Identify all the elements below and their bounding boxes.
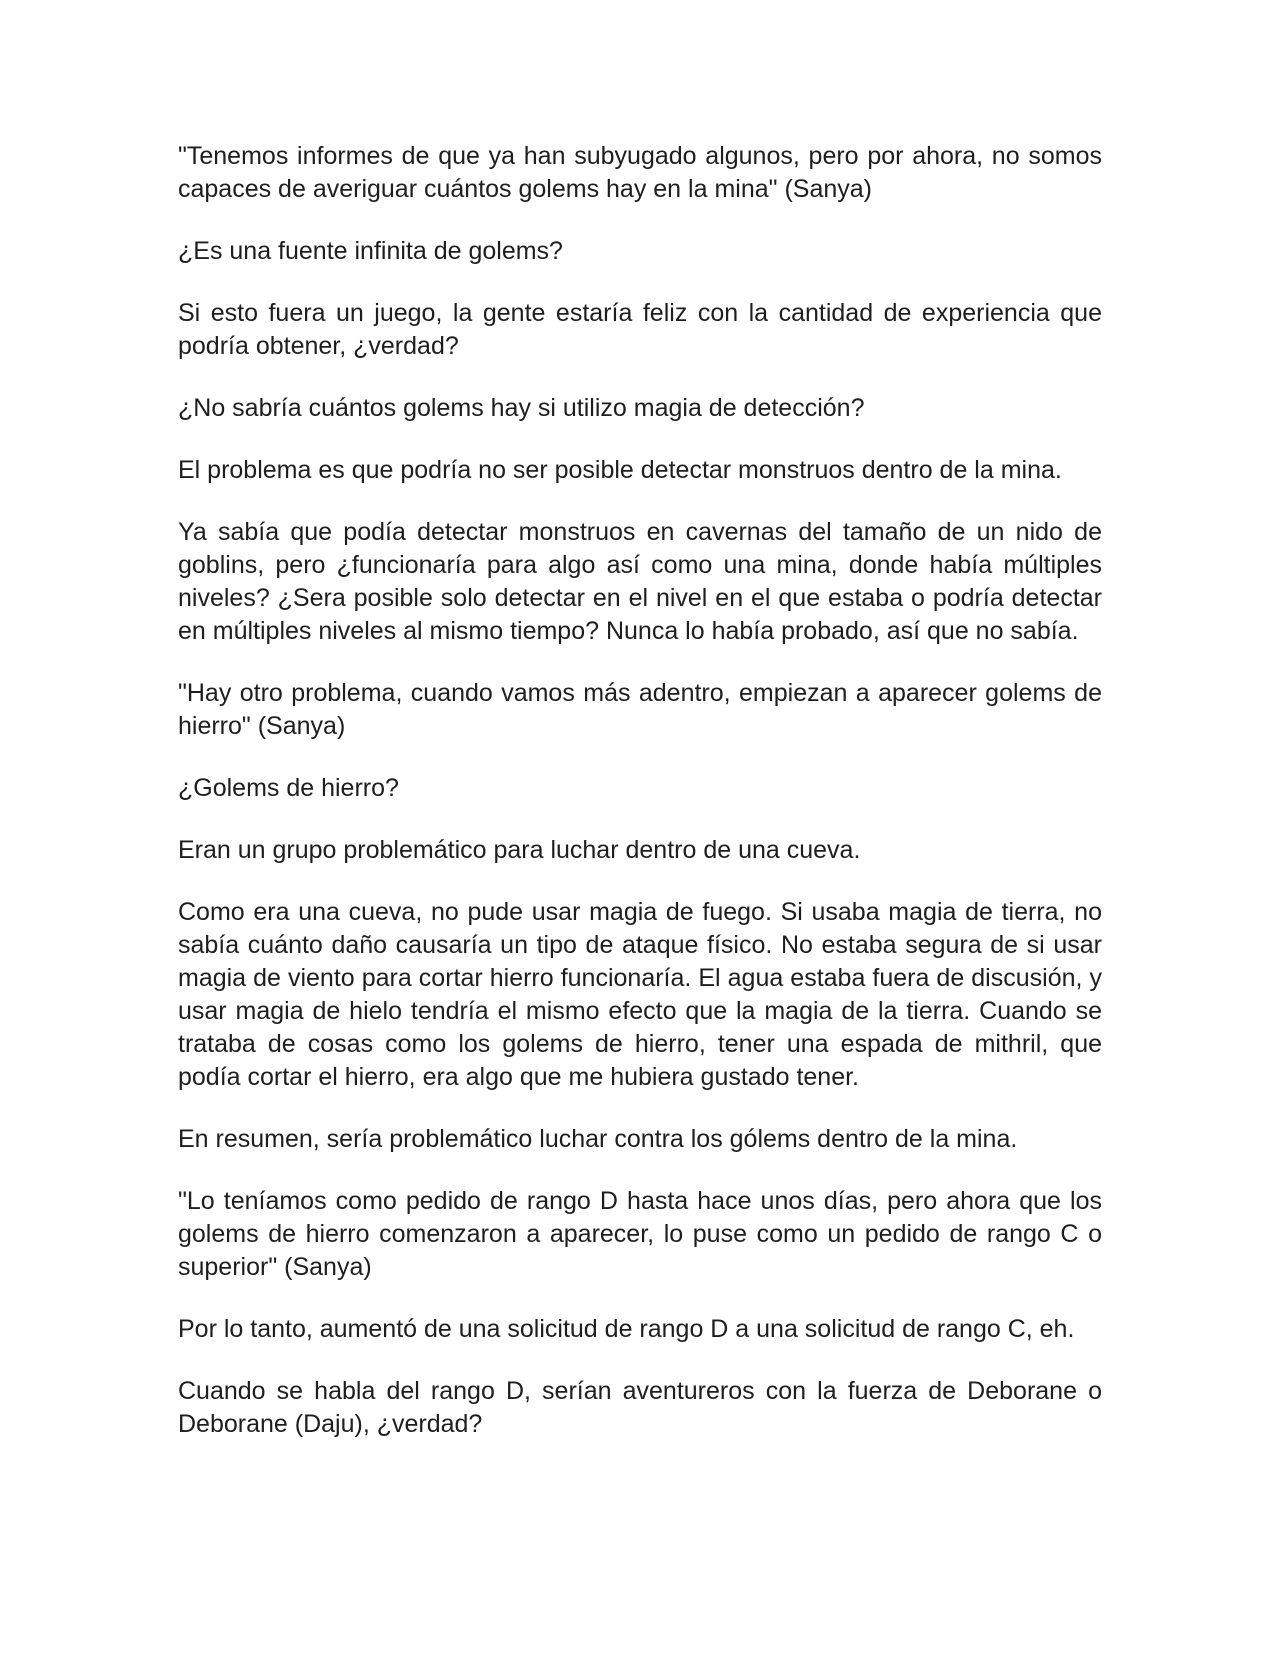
paragraph: Eran un grupo problemático para luchar dentro de una cueva.: [178, 836, 861, 864]
paragraph: "Hay otro problema, cuando vamos más adentro, empiezan a aparecer golems de hierro" (Sanya): [178, 679, 1102, 740]
paragraph: Ya sabía que podía detectar monstruos en cavernas del tamaño de un nido de goblins, pero ¿funcionaría para algo así como una mina, donde había múltiples niveles? ¿Sera posible solo detectar en el nivel en el que estaba o podría detectar en múltiples niveles al mismo tiempo? Nunca lo había probado, así que no sabía.: [178, 518, 1102, 645]
paragraph: El problema es que podría no ser posible detectar monstruos dentro de la mina.: [178, 456, 1062, 484]
paragraph: Como era una cueva, no pude usar magia de fuego. Si usaba magia de tierra, no sabía cuánto daño causaría un tipo de ataque físico. No estaba segura de si usar magia de viento para cortar hierro funcionaría. El agua estaba fuera de discusión, y usar magia de hielo tendría el mismo efecto que la magia de la tierra. Cuando se trataba de cosas como los golems de hierro, tener una espada de mithril, que podía cortar el hierro, era algo que me hubiera gustado tener.: [178, 898, 1102, 1091]
paragraph: En resumen, sería problemático luchar contra los gólems dentro de la mina.: [178, 1125, 1018, 1153]
paragraph: Si esto fuera un juego, la gente estaría feliz con la cantidad de experiencia que podría obtener, ¿verdad?: [178, 299, 1102, 360]
paragraph: ¿No sabría cuántos golems hay si utilizo magia de detección?: [178, 394, 865, 422]
paragraph: "Lo teníamos como pedido de rango D hasta hace unos días, pero ahora que los golems de hierro comenzaron a aparecer, lo puse como un pedido de rango C o superior" (Sanya): [178, 1187, 1102, 1281]
paragraph: Cuando se habla del rango D, serían aventureros con la fuerza de Deborane o Deborane (Daju), ¿verdad?: [178, 1377, 1102, 1438]
document-page: [178, 140, 1102, 1470]
paragraph: ¿Golems de hierro?: [178, 774, 399, 802]
paragraph: ¿Es una fuente infinita de golems?: [178, 237, 563, 265]
paragraph: Por lo tanto, aumentó de una solicitud de rango D a una solicitud de rango C, eh.: [178, 1315, 1075, 1343]
paragraph: "Tenemos informes de que ya han subyugado algunos, pero por ahora, no somos capaces de averiguar cuántos golems hay en la mina" (Sanya): [178, 142, 1102, 203]
